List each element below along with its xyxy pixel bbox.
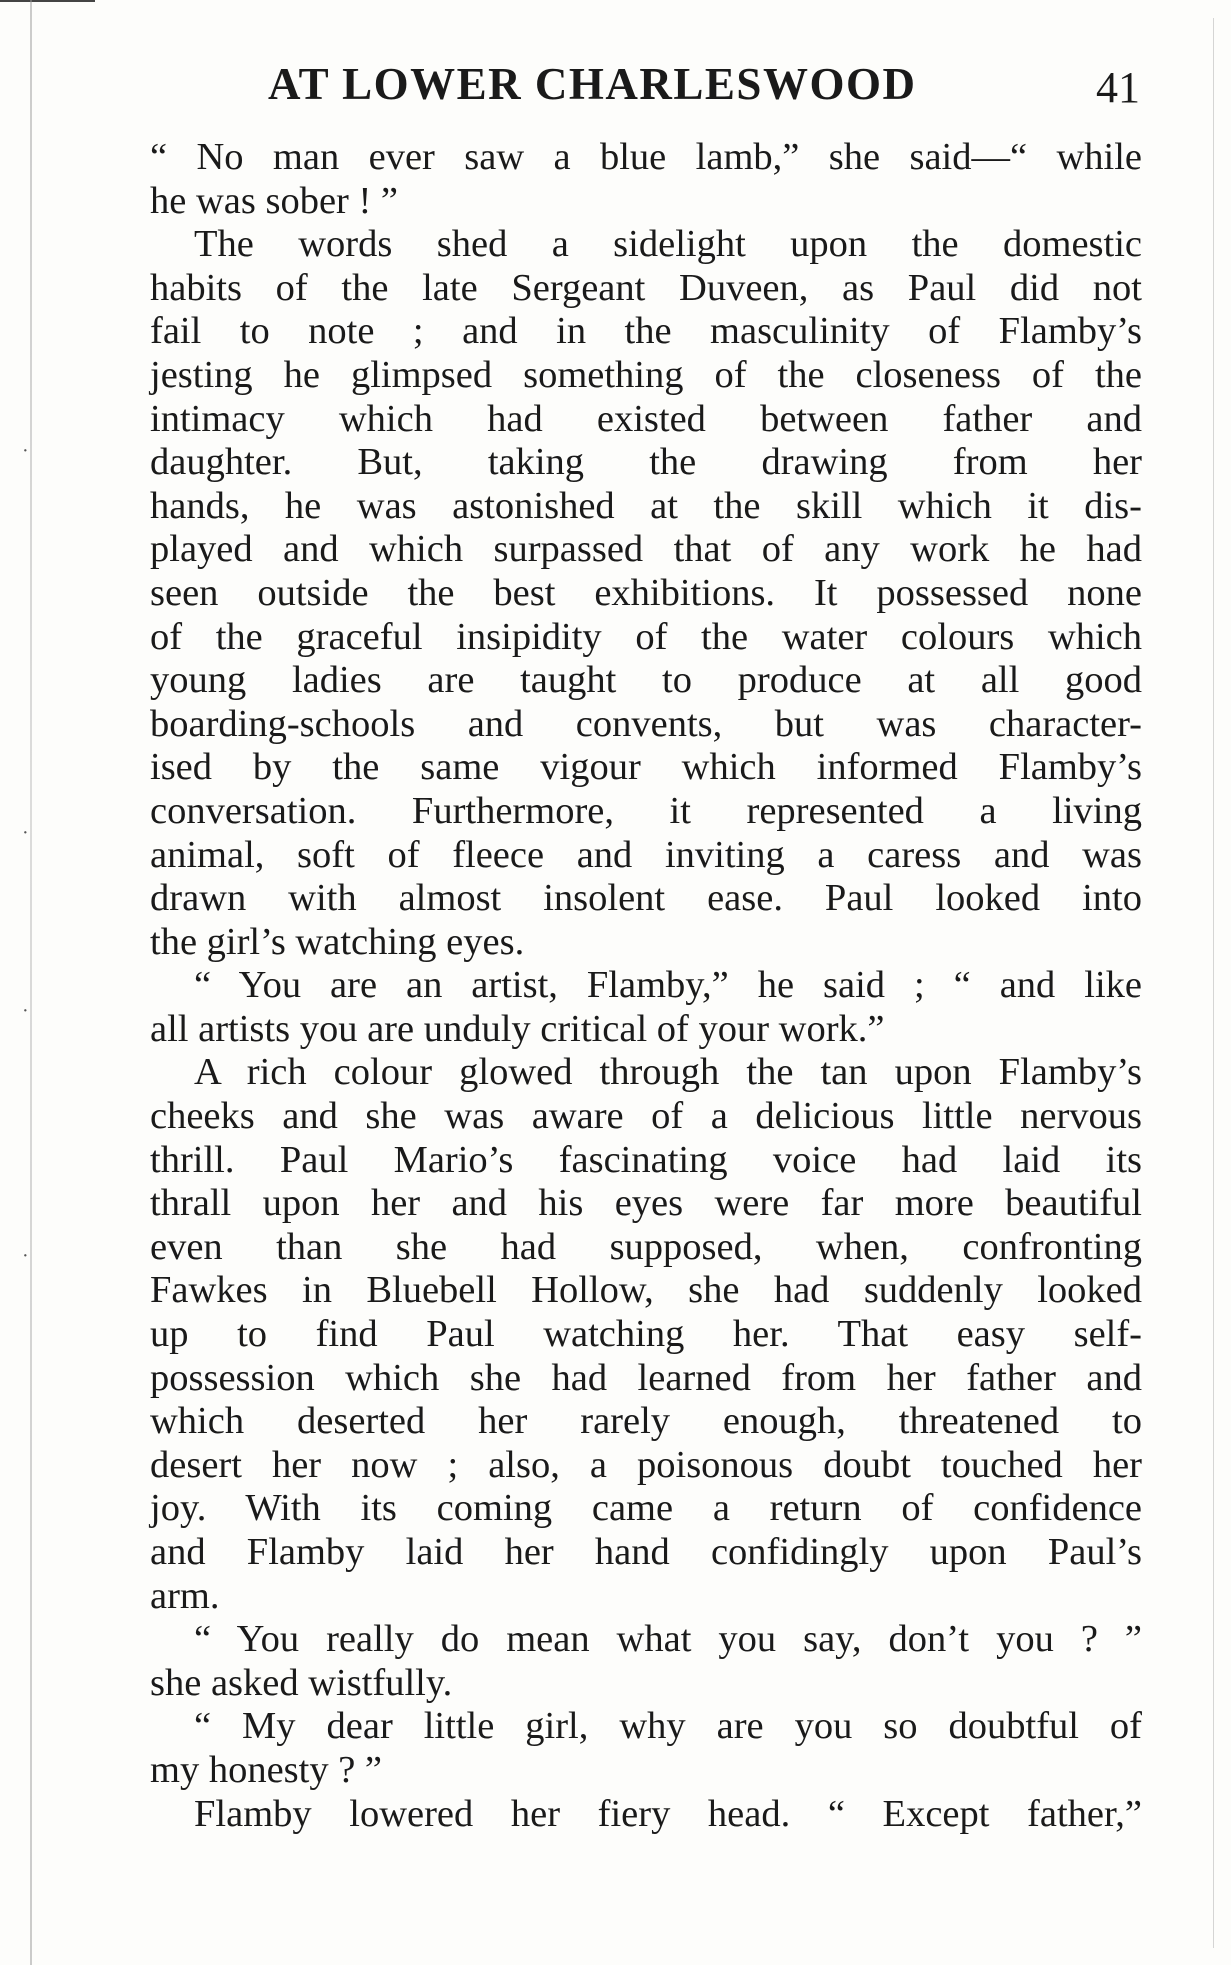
text-line: drawn with almost insolent ease. Paul looked into: [150, 877, 1142, 920]
text-line: “ You really do mean what you say, don’t you ? ”: [194, 1618, 1142, 1661]
text-line: thrall upon her and his eyes were far more beautiful: [150, 1182, 1142, 1225]
page-top-edge: [0, 0, 95, 2]
text-line: she asked wistfully.: [150, 1661, 453, 1704]
text-line: cheeks and she was aware of a delicious little nervous: [150, 1095, 1142, 1138]
text-line: hands, he was astonished at the skill which it dis-: [150, 484, 1142, 527]
margin-speck: ·: [22, 822, 29, 844]
text-line: jesting he glimpsed something of the closeness of the: [150, 353, 1142, 396]
text-line: seen outside the best exhibitions. It possessed none: [150, 571, 1142, 614]
text-line: boarding-schools and convents, but was character-: [150, 702, 1142, 745]
margin-speck: ·: [22, 440, 29, 462]
text-line: which deserted her rarely enough, threatened to: [150, 1400, 1142, 1443]
text-line: joy. With its coming came a return of confidence: [150, 1487, 1142, 1530]
text-line: young ladies are taught to produce at all good: [150, 659, 1142, 702]
text-line: all artists you are unduly critical of your work.”: [150, 1007, 885, 1050]
text-line: Flamby lowered her fiery head. “ Except father,”: [194, 1792, 1142, 1835]
text-line: even than she had supposed, when, confronting: [150, 1225, 1142, 1268]
running-title: AT LOWER CHARLESWOOD: [268, 59, 917, 109]
text-line: “ No man ever saw a blue lamb,” she said—“ while: [150, 136, 1142, 178]
text-line: conversation. Furthermore, it represented a living: [150, 789, 1142, 832]
running-header: [150, 58, 1140, 118]
text-line: he was sober ! ”: [150, 179, 399, 222]
text-line: “ You are an artist, Flamby,” he said ; “ and like: [194, 964, 1142, 1007]
margin-speck: ·: [22, 1000, 29, 1022]
page-number: 41: [1096, 63, 1140, 112]
text-line: A rich colour glowed through the tan upon Flamby’s: [194, 1051, 1142, 1094]
text-line: daughter. But, taking the drawing from her: [150, 441, 1142, 484]
text-line: thrill. Paul Mario’s fascinating voice had laid its: [150, 1138, 1142, 1181]
text-line: of the graceful insipidity of the water colours which: [150, 615, 1142, 658]
text-line: played and which surpassed that of any work he had: [150, 528, 1142, 571]
text-line: animal, soft of fleece and inviting a caress and was: [150, 833, 1142, 876]
text-line: up to find Paul watching her. That easy self-: [150, 1313, 1142, 1356]
text-line: desert her now ; also, a poisonous doubt touched her: [150, 1443, 1142, 1486]
body-text: [150, 136, 1142, 1836]
text-line: and Flamby laid her hand confidingly upon Paul’s: [150, 1531, 1142, 1573]
text-line: the girl’s watching eyes.: [150, 920, 525, 963]
text-line: fail to note ; and in the masculinity of Flamby’s: [150, 310, 1142, 353]
text-line: arm.: [150, 1574, 220, 1617]
text-line: The words shed a sidelight upon the domestic: [194, 223, 1142, 266]
text-line: my honesty ? ”: [150, 1748, 383, 1791]
text-line: possession which she had learned from her father and: [150, 1356, 1142, 1399]
margin-speck: ·: [22, 1245, 29, 1267]
page-right-edge: [1213, 18, 1214, 1948]
text-line: Fawkes in Bluebell Hollow, she had suddenly looked: [150, 1269, 1142, 1312]
text-line: habits of the late Sergeant Duveen, as Paul did not: [150, 266, 1142, 309]
text-line: intimacy which had existed between father and: [150, 397, 1142, 440]
text-line: ised by the same vigour which informed Flamby’s: [150, 746, 1142, 789]
text-line: “ My dear little girl, why are you so doubtful of: [194, 1705, 1142, 1748]
page-left-edge: [30, 0, 32, 1965]
